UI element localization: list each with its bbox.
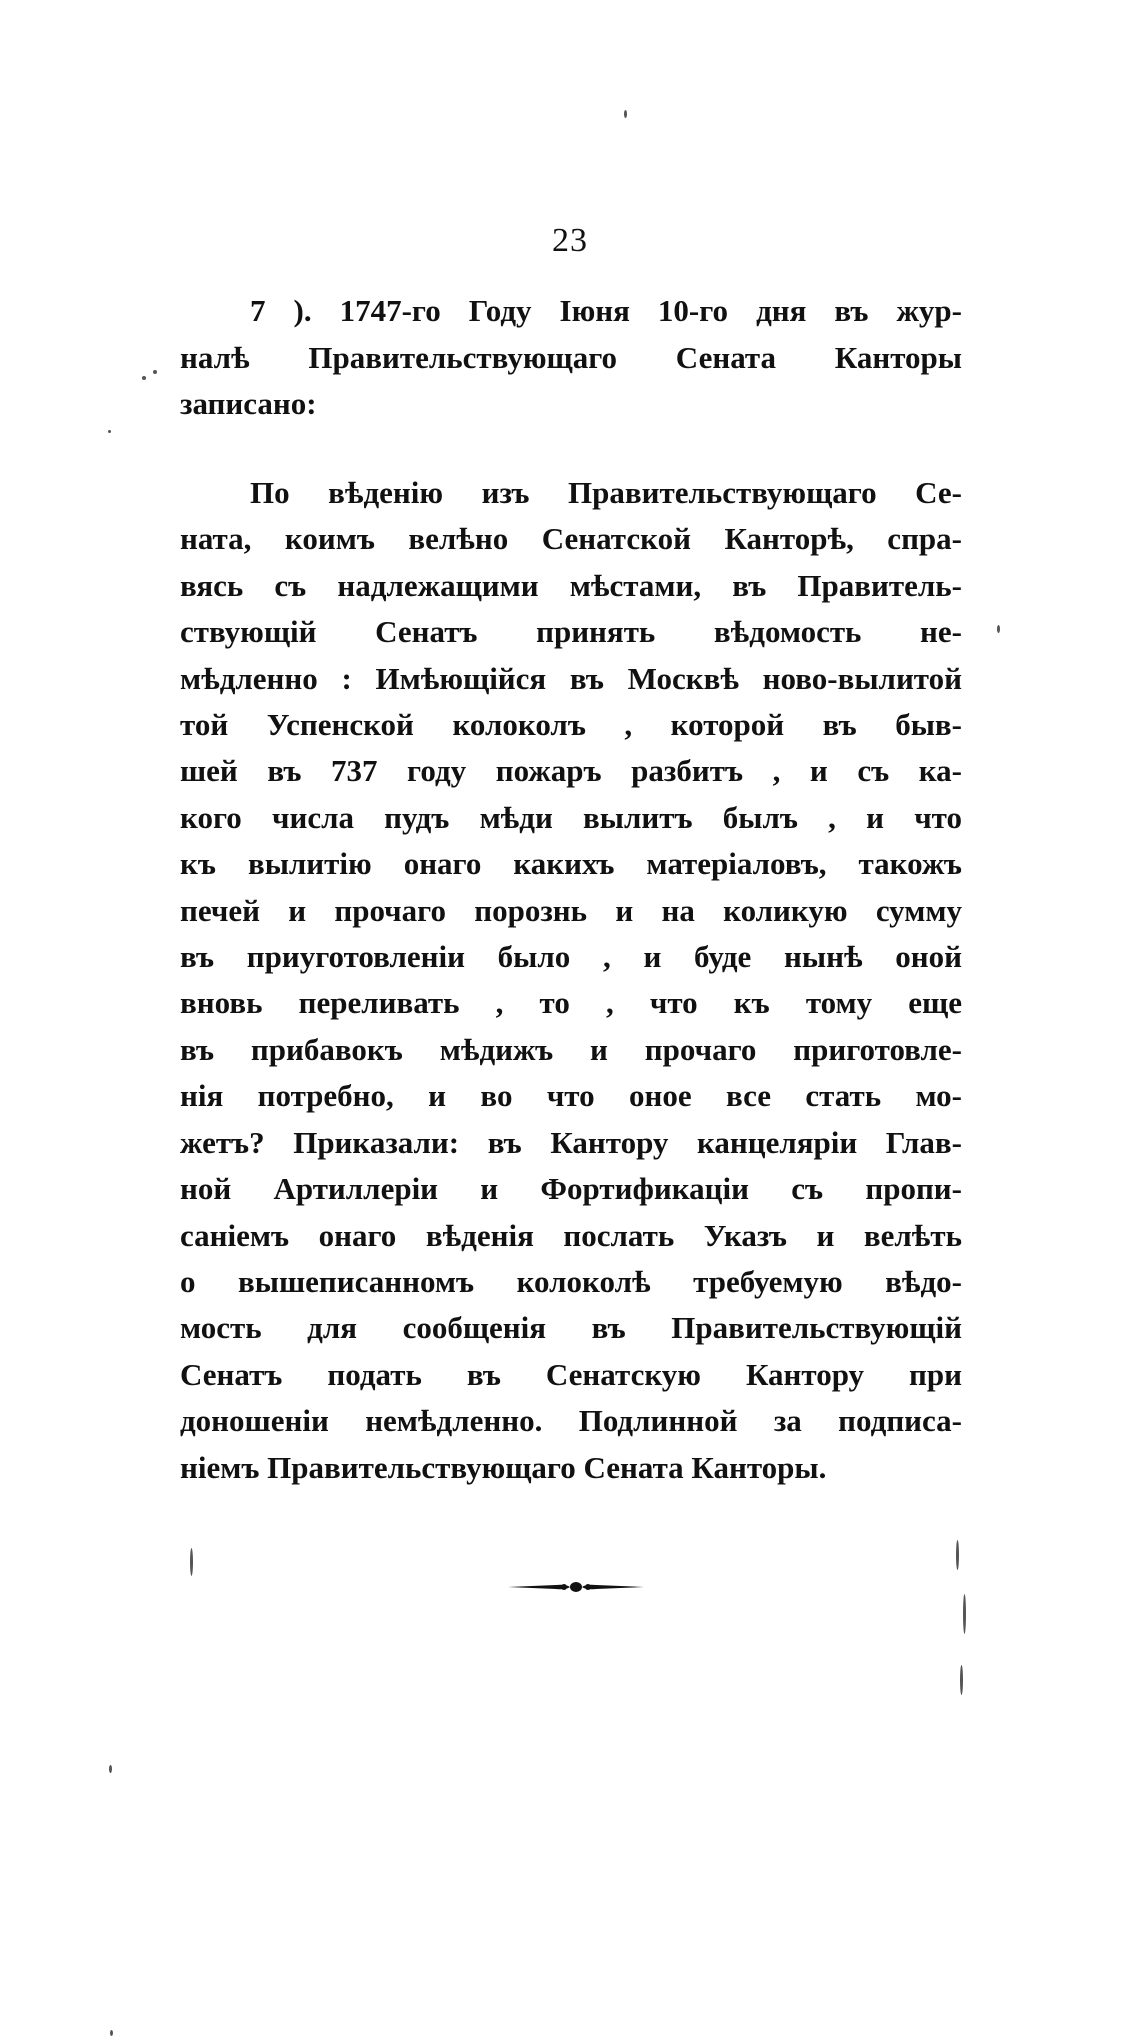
scan-speck	[956, 1540, 959, 1570]
body-line: ніемъ Правительствующаго Сената Канторы.	[180, 1449, 827, 1485]
body-line: шей въ 737 году пожаръ разбитъ , и съ ка-	[180, 753, 962, 789]
scan-speck	[153, 370, 157, 374]
body-line: жетъ? Приказали: въ Кантору канцеляріи Глав-	[180, 1124, 962, 1160]
body-line: вясь съ надлежащими мѣстами, въ Правитель-	[180, 567, 962, 603]
scan-speck	[108, 430, 111, 433]
body-line: въ приуготовленіи было , и буде нынѣ оной	[180, 939, 962, 975]
body-line: вновь переливать , то , что къ тому еще	[180, 985, 962, 1021]
body-line: къ вылитію онаго какихъ матеріаловъ, такожъ	[180, 846, 962, 882]
section-ornament	[506, 1576, 646, 1598]
body-line: мость для сообщенія въ Правительствующій	[180, 1310, 962, 1346]
scan-speck	[109, 1765, 112, 1773]
page-number: 23	[552, 222, 588, 259]
body-line: нія потребно, и во что оное все стать мо-	[180, 1078, 962, 1114]
journal-entry-heading	[180, 288, 962, 428]
entry-line: записано:	[180, 386, 317, 421]
body-line: кого числа пудъ мѣди вылитъ былъ , и что	[180, 799, 962, 835]
body-line: ствующій Сенатъ принять вѣдомость не-	[180, 614, 962, 650]
scan-speck	[997, 625, 1000, 633]
body-line: саніемъ онаго вѣденія послать Указъ и велѣть	[180, 1217, 962, 1253]
body-line: По вѣденію изъ Правительствующаго Се-	[250, 475, 962, 510]
scan-speck	[960, 1665, 963, 1695]
scan-speck	[110, 2030, 113, 2036]
entry-line: налѣ Правительствующаго Сената Канторы	[180, 339, 962, 375]
ornament-icon	[506, 1576, 646, 1598]
body-line: доношеніи немѣдленно. Подлинной за подписа-	[180, 1403, 962, 1439]
body-line: печей и прочаго порознь и на коликую сумму	[180, 892, 962, 928]
body-line: въ прибавокъ мѣдижъ и прочаго приготовле-	[180, 1031, 962, 1067]
entry-line: 7 ). 1747-го Году Іюня 10-го дня въ жур-	[250, 293, 962, 328]
body-line: Сенатъ подать въ Сенатскую Кантору при	[180, 1356, 962, 1392]
body-line: о вышеписанномъ колоколѣ требуемую вѣдо-	[180, 1263, 962, 1299]
scan-speck	[963, 1594, 966, 1634]
body-line: той Успенской колоколъ , которой въ быв-	[180, 707, 962, 743]
scan-speck	[190, 1548, 193, 1576]
body-line: ната, коимъ велѣно Сенатской Канторѣ, спра-	[180, 521, 962, 557]
body-line: ной Артиллеріи и Фортификаціи съ пропи-	[180, 1171, 962, 1207]
journal-entry-body	[180, 470, 962, 1491]
scan-speck	[142, 376, 146, 380]
body-line: мѣдленно : Имѣющійся въ Москвѣ ново-вылитой	[180, 660, 962, 696]
scan-speck	[624, 110, 627, 118]
